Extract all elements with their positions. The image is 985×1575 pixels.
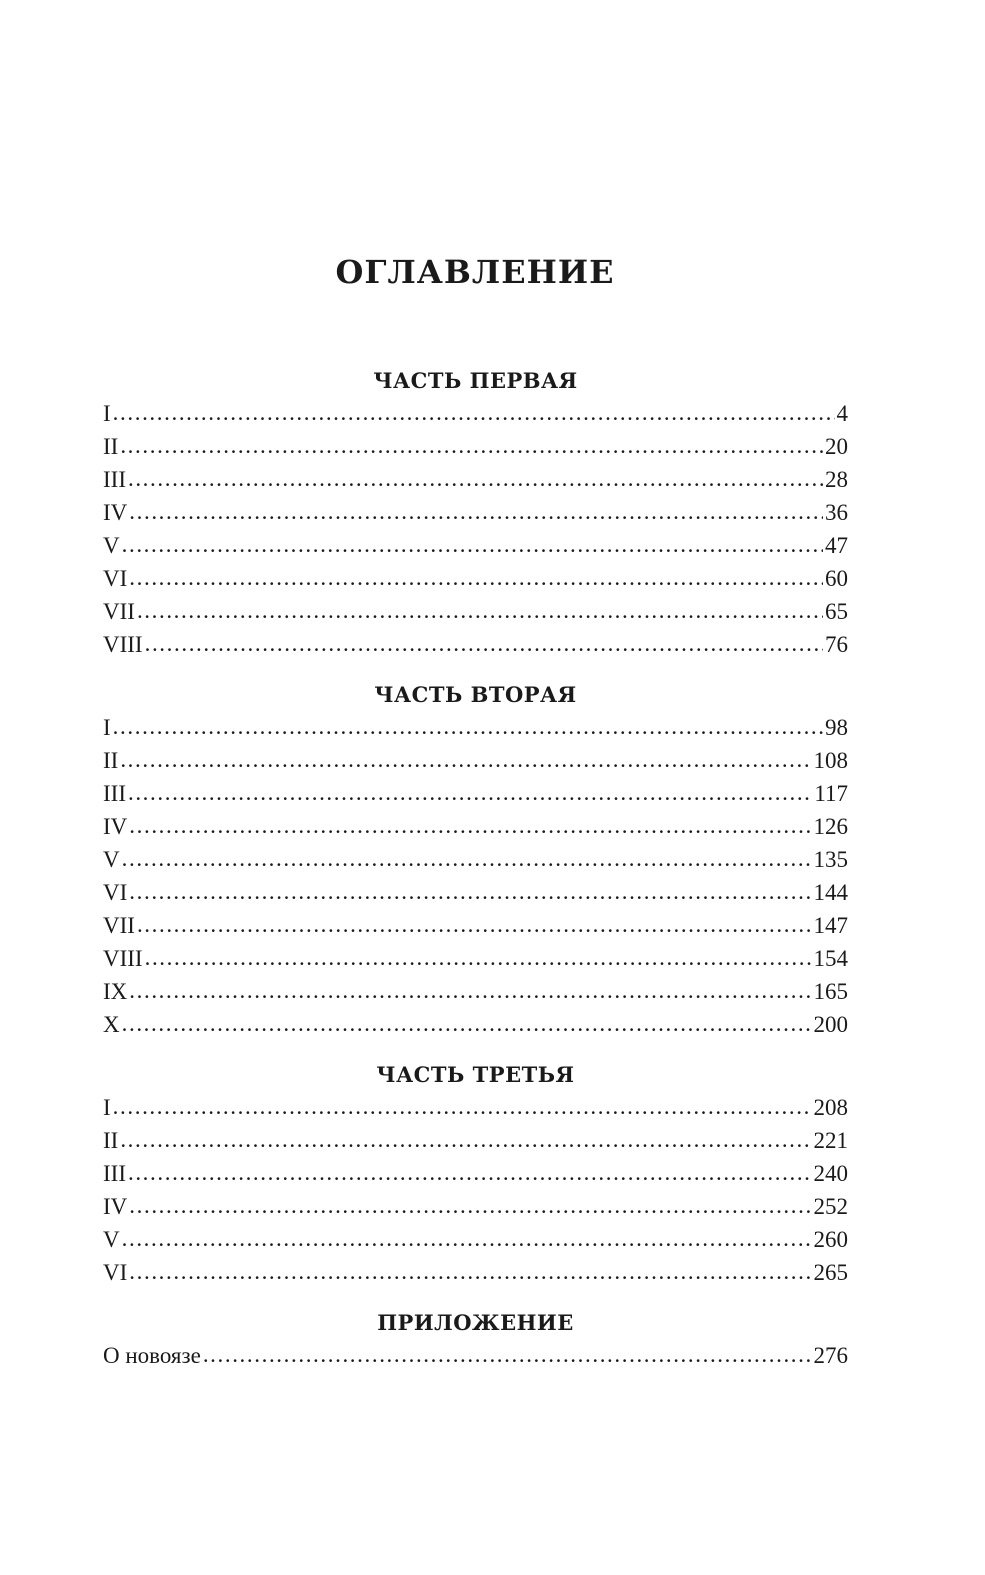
toc-entry <box>103 1190 848 1223</box>
dot-leader <box>120 743 811 776</box>
page-number: 165 <box>813 979 848 1004</box>
page-number: 154 <box>813 946 848 971</box>
toc-entry <box>103 628 848 661</box>
dot-leader <box>129 875 811 908</box>
page-number: 208 <box>813 1095 848 1120</box>
chapter-label: X <box>103 1012 120 1037</box>
page-number: 4 <box>836 401 848 426</box>
toc-entry <box>103 463 848 496</box>
toc-entry <box>103 777 848 810</box>
page-number: 36 <box>825 500 848 525</box>
chapter-label: VI <box>103 880 128 905</box>
chapter-label: VIII <box>103 632 143 657</box>
toc-entry <box>103 1091 848 1124</box>
toc-entry <box>103 496 848 529</box>
dot-leader <box>129 1255 811 1288</box>
toc-entry <box>103 744 848 777</box>
dot-leader <box>128 462 823 495</box>
dot-leader <box>203 1338 812 1371</box>
dot-leader <box>128 776 812 809</box>
part-heading: ЧАСТЬ ТРЕТЬЯ <box>376 1062 575 1087</box>
dot-leader <box>122 842 812 875</box>
dot-leader <box>113 1090 812 1123</box>
toc-entry <box>103 1157 848 1190</box>
chapter-label: I <box>103 715 111 740</box>
chapter-label: IX <box>103 979 128 1004</box>
page-number: 221 <box>813 1128 848 1153</box>
page-number: 252 <box>813 1194 848 1219</box>
dot-leader <box>122 1222 812 1255</box>
toc-entry <box>103 562 848 595</box>
toc-entry <box>103 595 848 628</box>
page-number: 147 <box>813 913 848 938</box>
toc-entry <box>103 909 848 942</box>
toc-entry <box>103 529 848 562</box>
page-number: 47 <box>825 533 848 558</box>
toc-part <box>103 1306 848 1372</box>
toc-entry <box>103 1008 848 1041</box>
toc-entry <box>103 942 848 975</box>
toc-part <box>103 1058 848 1289</box>
dot-leader <box>145 941 812 974</box>
page-number: 28 <box>825 467 848 492</box>
dot-leader <box>113 396 835 429</box>
part-heading: ЧАСТЬ ПЕРВАЯ <box>373 368 578 393</box>
page-number: 276 <box>813 1343 848 1368</box>
toc-entry <box>103 430 848 463</box>
chapter-label: II <box>103 1128 119 1153</box>
dot-leader <box>122 528 823 561</box>
dot-leader <box>137 594 823 627</box>
chapter-label: V <box>103 533 120 558</box>
page-number: 240 <box>813 1161 848 1186</box>
page-number: 98 <box>825 715 848 740</box>
chapter-label: I <box>103 1095 111 1120</box>
dot-leader <box>122 1007 812 1040</box>
chapter-label: IV <box>103 814 128 839</box>
dot-leader <box>137 908 812 941</box>
page-number: 265 <box>813 1260 848 1285</box>
chapter-label: VI <box>103 566 128 591</box>
chapter-label: V <box>103 1227 120 1252</box>
toc-part <box>103 364 848 661</box>
page-number: 144 <box>813 880 848 905</box>
part-heading: ЧАСТЬ ВТОРАЯ <box>374 682 577 707</box>
page-number: 108 <box>813 748 848 773</box>
dot-leader <box>120 429 823 462</box>
page-number: 20 <box>825 434 848 459</box>
chapter-label: I <box>103 401 111 426</box>
toc-entry <box>103 397 848 430</box>
toc-entry <box>103 1223 848 1256</box>
toc-entry <box>103 843 848 876</box>
toc-entry <box>103 876 848 909</box>
toc-entry <box>103 975 848 1008</box>
chapter-label: VII <box>103 913 135 938</box>
chapter-label: III <box>103 467 126 492</box>
page-number: 60 <box>825 566 848 591</box>
part-heading: ПРИЛОЖЕНИЕ <box>377 1310 574 1335</box>
chapter-label: V <box>103 847 120 872</box>
chapter-label: VI <box>103 1260 128 1285</box>
chapter-label: IV <box>103 1194 128 1219</box>
chapter-label: III <box>103 1161 126 1186</box>
toc-entry <box>103 1339 848 1372</box>
table-of-contents <box>103 364 848 1372</box>
dot-leader <box>145 627 823 660</box>
chapter-label: III <box>103 781 126 806</box>
dot-leader <box>128 1156 812 1189</box>
chapter-label: VIII <box>103 946 143 971</box>
page-number: 135 <box>813 847 848 872</box>
toc-part <box>103 678 848 1041</box>
page-number: 260 <box>813 1227 848 1252</box>
chapter-label: IV <box>103 500 128 525</box>
page-number: 65 <box>825 599 848 624</box>
dot-leader <box>129 809 811 842</box>
dot-leader <box>120 1123 811 1156</box>
toc-entry <box>103 1124 848 1157</box>
page-title: ОГЛАВЛЕНИЕ <box>335 253 615 291</box>
dot-leader <box>129 495 823 528</box>
dot-leader <box>129 561 823 594</box>
page-number: 76 <box>825 632 848 657</box>
dot-leader <box>129 1189 811 1222</box>
chapter-label: II <box>103 434 119 459</box>
page-number: 126 <box>813 814 848 839</box>
page-number: 117 <box>814 781 848 806</box>
chapter-label: VII <box>103 599 135 624</box>
toc-entry <box>103 1256 848 1289</box>
dot-leader <box>113 710 823 743</box>
chapter-label: О новоязе <box>103 1343 201 1368</box>
page-number: 200 <box>813 1012 848 1037</box>
dot-leader <box>129 974 811 1007</box>
toc-entry <box>103 711 848 744</box>
chapter-label: II <box>103 748 119 773</box>
toc-entry <box>103 810 848 843</box>
